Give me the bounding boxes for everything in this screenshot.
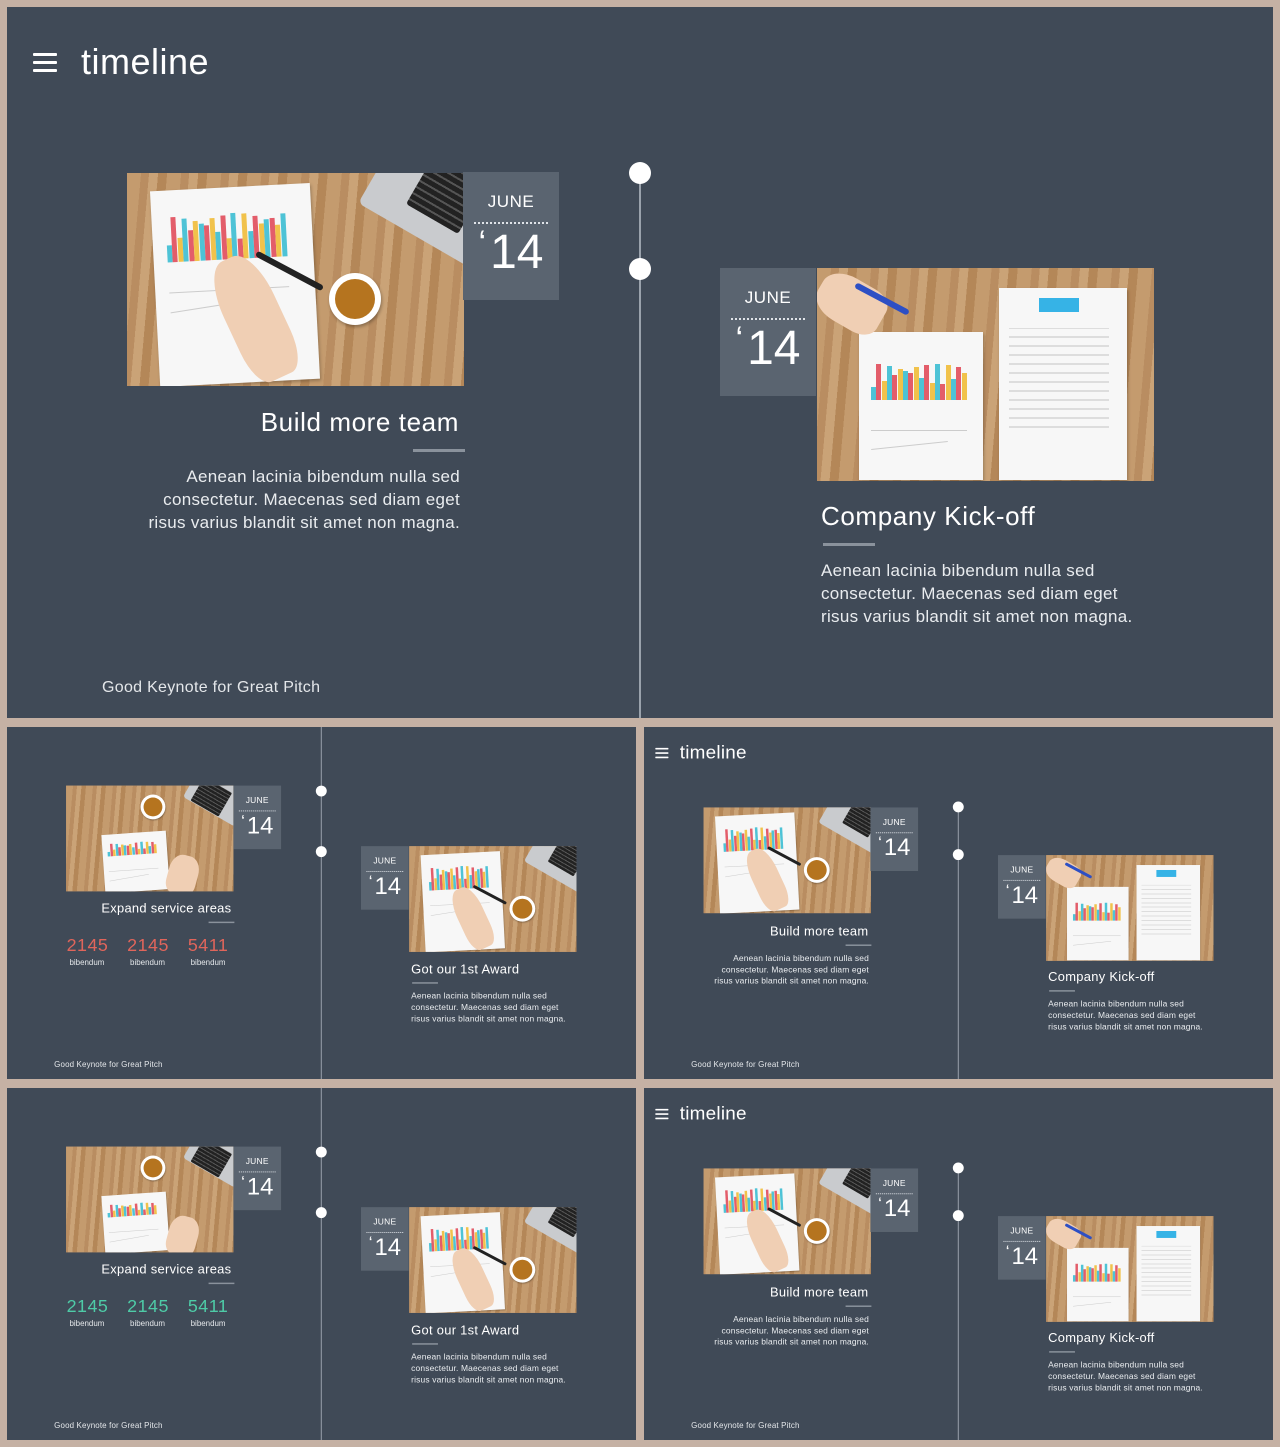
date-month: JUNE xyxy=(1010,865,1034,875)
timeline-line xyxy=(958,1167,959,1440)
item-title: Expand service areas xyxy=(101,1261,232,1277)
date-year: ‘14 xyxy=(878,1194,911,1222)
date-month: JUNE xyxy=(373,856,397,866)
slide-thumb-stats-teal[interactable] xyxy=(7,1088,636,1440)
date-month: JUNE xyxy=(882,1178,906,1188)
item-body: Aenean lacinia bibendum nulla sed consectetur. Maecenas sed diam eget risus varius blandit sit amet non magna. xyxy=(1048,999,1203,1032)
item-title: Build more team xyxy=(260,407,459,437)
date-year: ‘14 xyxy=(241,811,274,839)
slide-title: timeline xyxy=(679,741,747,763)
timeline-dot xyxy=(316,786,327,797)
date-year: ‘14 xyxy=(241,1172,274,1200)
desk-photo xyxy=(66,786,233,892)
footer-text: Good Keynote for Great Pitch xyxy=(54,1060,163,1070)
timeline-dot xyxy=(953,1210,964,1221)
slide-header xyxy=(33,41,209,83)
date-year: ‘14 xyxy=(1005,880,1038,909)
item-title: Company Kick-off xyxy=(821,501,1036,531)
date-month: JUNE xyxy=(882,817,906,827)
timeline-dot xyxy=(316,846,327,857)
desk-photo xyxy=(66,1147,233,1253)
date-month: JUNE xyxy=(1010,1226,1034,1236)
title-underline xyxy=(209,922,235,923)
title-underline xyxy=(846,944,872,945)
date-badge xyxy=(463,172,559,300)
title-underline xyxy=(1049,1351,1075,1352)
date-month: JUNE xyxy=(373,1217,397,1227)
title-underline xyxy=(1049,990,1075,991)
item-title: Build more team xyxy=(769,1284,869,1300)
item-title: Expand service areas xyxy=(101,900,232,916)
stats-row xyxy=(67,935,229,968)
date-badge xyxy=(998,1216,1046,1280)
item-title: Company Kick-off xyxy=(1048,1330,1155,1346)
stat: 2145 bibendum xyxy=(66,1295,109,1328)
slide-title: timeline xyxy=(679,1102,747,1124)
timeline-dot xyxy=(953,801,964,812)
documents-desk-photo xyxy=(817,268,1154,481)
slide-thumb-stats-red[interactable] xyxy=(7,727,636,1079)
timeline-dot xyxy=(629,258,651,280)
date-year: ‘14 xyxy=(735,320,801,375)
footer-text: Good Keynote for Great Pitch xyxy=(102,679,321,696)
item-title: Got our 1st Award xyxy=(411,961,520,977)
title-underline xyxy=(413,449,465,452)
chart-desk-photo xyxy=(409,1207,576,1313)
chart-desk-photo xyxy=(704,1168,871,1274)
slide-header xyxy=(656,1103,747,1124)
footer-text: Good Keynote for Great Pitch xyxy=(54,1421,163,1431)
stat: 2145 bibendum xyxy=(127,1295,169,1328)
date-month: JUNE xyxy=(487,192,535,211)
date-month: JUNE xyxy=(245,795,269,805)
date-badge xyxy=(233,786,281,850)
chart-desk-photo xyxy=(704,807,871,913)
stat: 2145 bibendum xyxy=(127,934,169,967)
date-year: ‘14 xyxy=(1005,1241,1038,1270)
item-title: Build more team xyxy=(769,923,869,939)
date-month: JUNE xyxy=(245,1156,269,1166)
title-underline xyxy=(412,982,438,983)
slide-thumb-timeline[interactable] xyxy=(644,727,1273,1079)
date-year: ‘14 xyxy=(878,833,911,861)
item-body: Aenean lacinia bibendum nulla sed consectetur. Maecenas sed diam eget risus varius blandit sit amet non magna. xyxy=(148,467,460,532)
timeline-dot xyxy=(953,849,964,860)
stat: 2145 bibendum xyxy=(66,934,109,967)
documents-desk-photo xyxy=(1046,855,1213,961)
timeline-line xyxy=(321,727,322,1079)
slide-title: timeline xyxy=(81,41,210,82)
date-month: JUNE xyxy=(744,288,792,307)
timeline-line xyxy=(958,806,959,1079)
date-badge xyxy=(361,1207,409,1271)
item-body: Aenean lacinia bibendum nulla sed consectetur. Maecenas sed diam eget risus varius blandit sit amet non magna. xyxy=(821,561,1133,626)
timeline-dot xyxy=(629,162,651,184)
date-year: ‘14 xyxy=(368,871,401,900)
stat: 5411 bibendum xyxy=(187,1295,229,1328)
title-underline xyxy=(823,543,875,546)
timeline-dot xyxy=(316,1147,327,1158)
documents-desk-photo xyxy=(1046,1216,1213,1322)
menu-icon[interactable] xyxy=(655,747,668,759)
chart-desk-photo xyxy=(127,173,464,386)
chart-desk-photo xyxy=(409,846,576,952)
timeline-dot xyxy=(953,1162,964,1173)
slide-main[interactable] xyxy=(7,7,1273,718)
date-year: ‘14 xyxy=(368,1232,401,1261)
date-badge xyxy=(361,846,409,910)
item-body: Aenean lacinia bibendum nulla sed consectetur. Maecenas sed diam eget risus varius blandit sit amet non magna. xyxy=(714,953,869,986)
menu-icon[interactable] xyxy=(655,1108,668,1120)
footer-text: Good Keynote for Great Pitch xyxy=(691,1060,800,1070)
slide-thumb-timeline[interactable] xyxy=(644,1088,1273,1440)
timeline-dot xyxy=(316,1207,327,1218)
menu-icon[interactable] xyxy=(33,51,57,73)
title-underline xyxy=(412,1343,438,1344)
date-year: ‘14 xyxy=(478,224,544,279)
footer-text: Good Keynote for Great Pitch xyxy=(691,1421,800,1431)
date-badge xyxy=(233,1147,281,1211)
stat: 5411 bibendum xyxy=(187,934,229,967)
date-badge xyxy=(998,855,1046,919)
date-badge xyxy=(720,268,816,396)
item-title: Company Kick-off xyxy=(1048,969,1155,985)
date-badge xyxy=(870,1168,918,1232)
slide-header xyxy=(656,742,747,763)
title-underline xyxy=(846,1305,872,1306)
stats-row xyxy=(67,1296,229,1329)
item-body: Aenean lacinia bibendum nulla sed consectetur. Maecenas sed diam eget risus varius blandit sit amet non magna. xyxy=(714,1314,869,1347)
date-badge xyxy=(870,807,918,871)
timeline-line xyxy=(639,173,641,718)
item-body: Aenean lacinia bibendum nulla sed consectetur. Maecenas sed diam eget risus varius blandit sit amet non magna. xyxy=(411,1352,566,1385)
timeline-line xyxy=(321,1088,322,1440)
item-body: Aenean lacinia bibendum nulla sed consectetur. Maecenas sed diam eget risus varius blandit sit amet non magna. xyxy=(411,991,566,1024)
item-title: Got our 1st Award xyxy=(411,1322,520,1338)
title-underline xyxy=(209,1283,235,1284)
item-body: Aenean lacinia bibendum nulla sed consectetur. Maecenas sed diam eget risus varius blandit sit amet non magna. xyxy=(1048,1360,1203,1393)
